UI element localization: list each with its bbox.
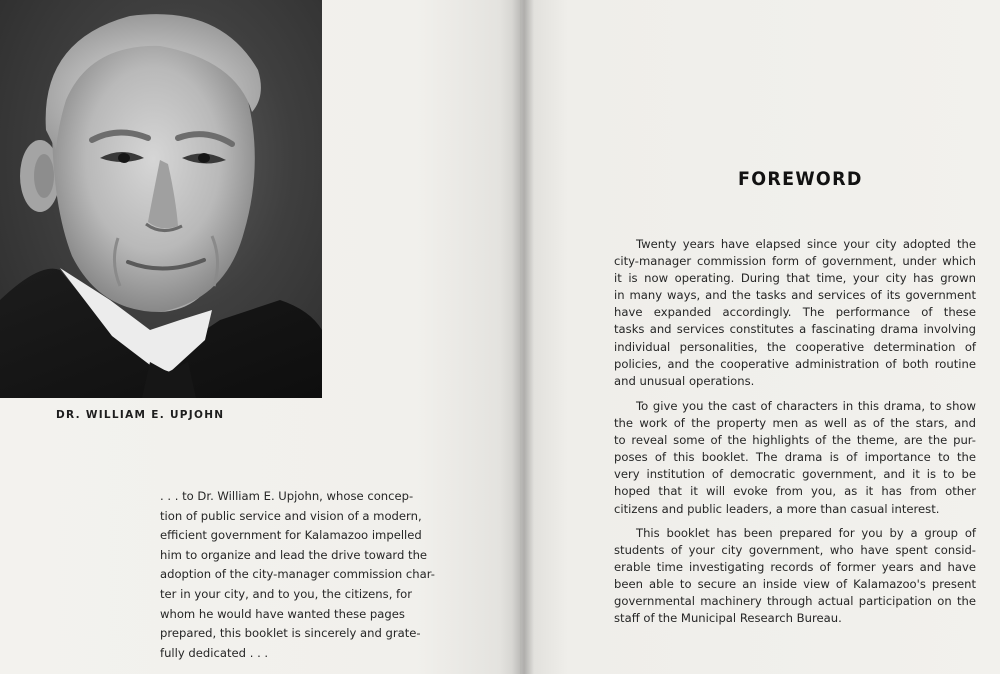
portrait-caption: DR. WILLIAM E. UPJOHN [56,409,225,421]
dedication-line: adoption of the city-manager commission char- [160,567,435,582]
foreword-paragraph-1 [614,236,976,390]
dedication-line: . . . to Dr. William E. Upjohn, whose concep- [160,489,414,503]
dedication-line: him to organize and lead the drive toward the [160,547,428,562]
paragraph-line: the work of the property men as well as of the stars, and [614,416,976,431]
foreword-paragraph-2 [614,398,976,518]
paragraph-line: policies, and the cooperative administration of both routine [614,356,976,371]
paragraph-line: very institution of democratic government, and it is to be [614,467,976,482]
page-title: FOREWORD [738,168,863,190]
dedication-line: fully dedicated . . . [160,645,269,660]
paragraph-line: citizens and public leaders, a more than casual interest. [614,501,940,516]
paragraph-line: been able to secure an inside view of Kalamazoo's present [614,577,976,592]
portrait-illustration [0,0,322,398]
paragraph-line: students of your city government, who have spent consid- [614,543,976,558]
dedication-line: ter in your city, and to you, the citizens, for [160,586,412,601]
paragraph-line: governmental machinery through actual participation on the [614,594,976,609]
paragraph-line: to reveal some of the highlights of the theme, are the pur- [614,433,976,448]
page-fold [512,0,534,674]
paragraph-line: staff of the Municipal Research Bureau. [614,611,842,626]
paragraph-line: in many ways, and the tasks and services of its government [614,288,976,303]
paragraph-line: city-manager commission form of government, under which [614,254,976,269]
paragraph-line: it is now operating. During that time, your city has grown [614,271,976,286]
foreword-paragraph-3 [614,525,976,628]
paragraph-line: hoped that it will evoke from you, as it has from other [614,484,976,499]
paragraph-line: individual personalities, the cooperative determination of [614,339,976,354]
paragraph-line: To give you the cast of characters in this drama, to show [636,399,976,413]
paragraph-line: erable time investigating records of former years and have [614,560,976,575]
paragraph-line: have expanded accordingly. The performance of these [614,305,976,320]
portrait-photo [0,0,322,398]
paragraph-line: and unusual operations. [614,373,755,388]
dedication-line: tion of public service and vision of a modern, [160,508,422,523]
dedication-line: prepared, this booklet is sincerely and grate- [160,626,421,641]
paragraph-line: tasks and services constitutes a fascinating drama involving [614,322,976,337]
paragraph-line: poses of this booklet. The drama is of importance to the [614,450,976,465]
dedication-line: whom he would have wanted these pages [160,606,405,621]
paragraph-line: This booklet has been prepared for you by a group of [636,526,976,540]
dedication-text [160,487,448,663]
dedication-line: efficient government for Kalamazoo impelled [160,528,422,543]
paragraph-line: Twenty years have elapsed since your city adopted the [636,237,976,251]
